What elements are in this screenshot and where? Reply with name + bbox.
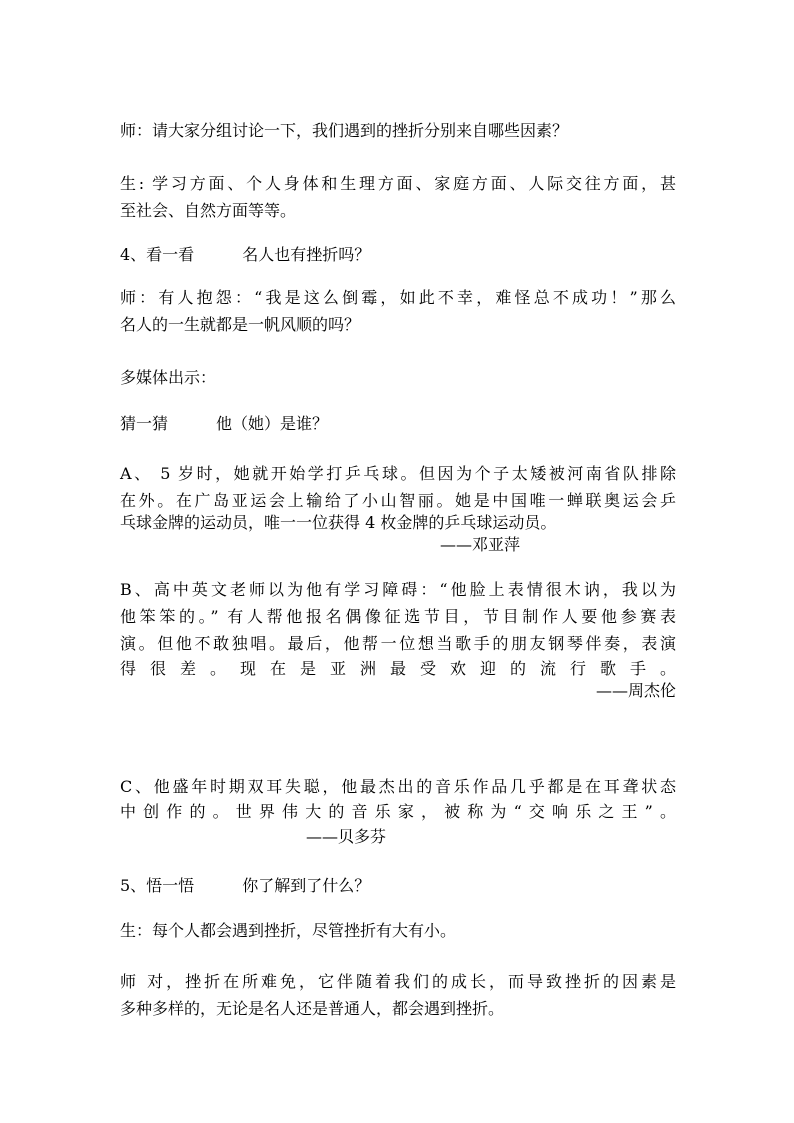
clue-a-line-3: 乓球金牌的运动员，唯一一位获得 4 枚金牌的乒乓球运动员。 (120, 513, 557, 532)
clue-b-line-3: 演。但他不敢独唱。最后，他帮一位想当歌手的朋友钢琴伴奏，表演 (120, 634, 676, 653)
clue-c-line-2: 中创作的。世界伟大的音乐家，被称为“交响乐之王”。 (120, 802, 676, 821)
guess-title: 他（她）是谁？ (216, 414, 329, 433)
guess-label: 猜一猜 (120, 414, 169, 433)
clue-c-answer: ——贝多芬 (306, 827, 387, 846)
section-5-title: 你了解到了什么？ (242, 876, 371, 895)
clue-b-line-2: 他笨笨的。” 有人帮他报名偶像征选节目，节目制作人要他参赛表 (120, 607, 676, 626)
teacher-conclusion-line-2: 多种多样的，无论是名人还是普通人，都会遇到挫折。 (120, 999, 505, 1018)
section-4-title: 名人也有挫折吗？ (242, 245, 371, 264)
clue-a-line-1: A、 5 岁时，她就开始学打乒乓球。但因为个子太矮被河南省队排除 (120, 464, 676, 483)
clue-b-line-4: 得很差。现在是亚洲最受欢迎的流行歌手。 (120, 659, 676, 678)
teacher-question-2-line-2: 名人的一生就都是一帆风顺的吗？ (120, 315, 361, 334)
clue-c-line-1: C、他盛年时期双耳失聪，他最杰出的音乐作品几乎都是在耳聋状态 (120, 777, 676, 796)
multimedia-label: 多媒体出示： (120, 368, 217, 387)
student-answer-1-line-2: 至社会、自然方面等等。 (120, 201, 297, 220)
clue-a-line-2: 在外。在广岛亚运会上输给了小山智丽。她是中国唯一蝉联奥运会乒 (120, 491, 676, 510)
teacher-question-2-line-1: 师：有人抱怨：“我是这么倒霉，如此不幸，难怪总不成功！”那么 (120, 288, 676, 307)
student-answer-2: 生：每个人都会遇到挫折，尽管挫折有大有小。 (120, 921, 457, 940)
section-4-number: 4、看一看 (120, 245, 195, 264)
teacher-question-1: 师：请大家分组讨论一下，我们遇到的挫折分别来自哪些因素？ (120, 121, 569, 140)
teacher-conclusion-line-1: 师 对，挫折在所难免，它伴随着我们的成长，而导致挫折的因素是 (120, 972, 676, 991)
section-4-heading (120, 241, 676, 268)
guess-heading (120, 410, 676, 437)
section-5-number: 5、悟一悟 (120, 876, 195, 895)
clue-b-answer: ——周杰伦 (595, 681, 676, 700)
clue-a-answer: ——邓亚萍 (440, 535, 521, 554)
section-5-heading (120, 872, 676, 899)
clue-b-line-1: B、高中英文老师以为他有学习障碍：“他脸上表情很木讷，我以为 (120, 580, 676, 599)
student-answer-1-line-1: 生: 学习方面、个人身体和生理方面、家庭方面、人际交往方面，甚 (120, 174, 676, 193)
